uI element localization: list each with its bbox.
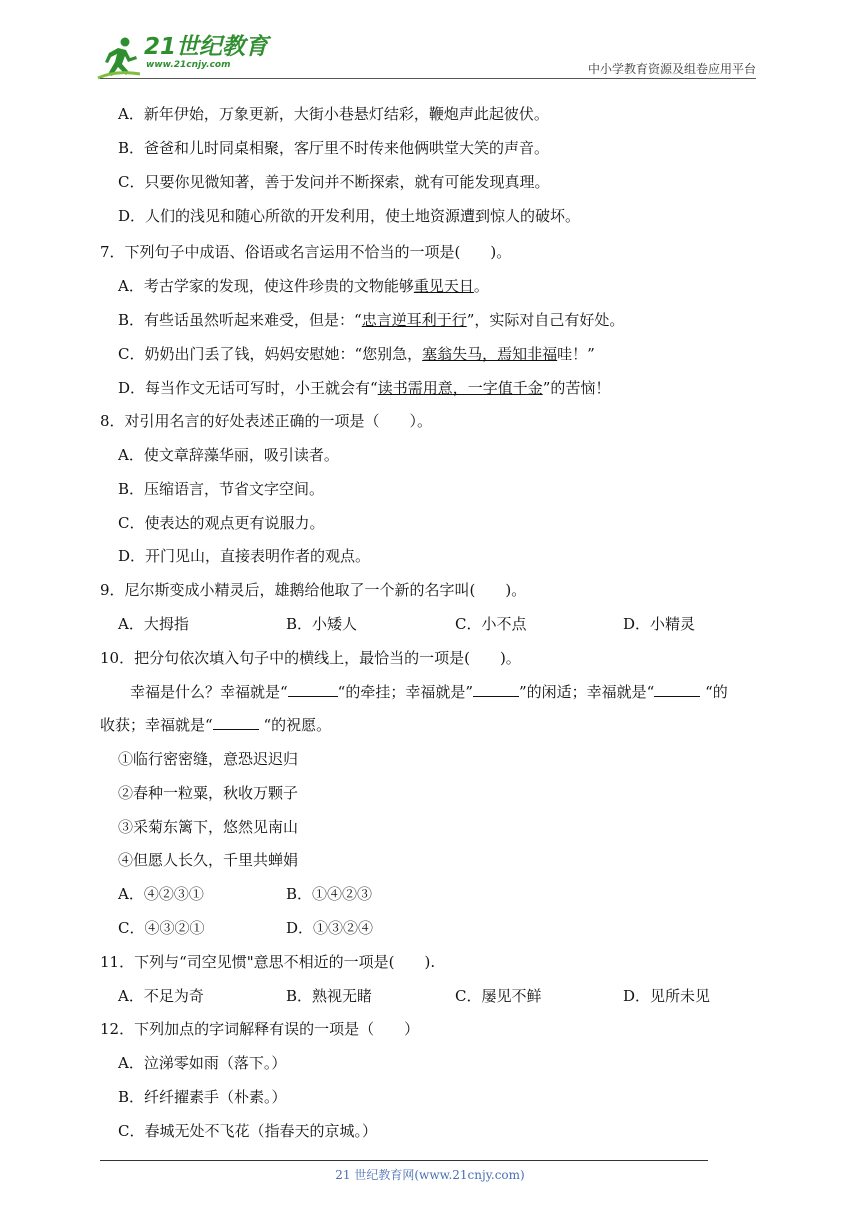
q9-option-c: C．小不点	[455, 615, 527, 633]
q12-option-a: A．泣涕零如雨（落下。）	[118, 1054, 287, 1072]
q12-option-c: C．春城无处不飞花（指春天的京城。）	[118, 1122, 377, 1140]
q10-blank-2	[473, 682, 519, 697]
q7-option-d	[118, 378, 610, 398]
q7-stem: 7．下列句子中成语、俗语或名言运用不恰当的一项是( )。	[100, 243, 512, 261]
q7-c-underlined: 塞翁失马，焉知非福	[422, 345, 558, 363]
q10-option-b: B．①④②③	[286, 885, 373, 903]
q6-option-a: A．新年伊始，万象更新，大街小巷悬灯结彩，鞭炮声此起彼伏。	[118, 105, 549, 123]
q7-a-text: A．考古学家的发现，使这件珍贵的文物能够	[118, 277, 414, 295]
q8-option-a: A．使文章辞藻华丽，吸引读者。	[118, 446, 339, 464]
q10-passage-part2: “的牵挂；幸福就是”	[337, 683, 474, 701]
q10-item-2: ②春种一粒粟，秋收万颗子	[118, 784, 299, 802]
q7-b-end: ”，实际对自己有好处。	[466, 311, 625, 329]
q7-option-b	[118, 310, 624, 330]
q9-option-d: D．小精灵	[623, 615, 696, 633]
q8-stem: 8．对引用名言的好处表述正确的一项是（ ）。	[100, 412, 433, 430]
q7-a-end: 。	[473, 277, 489, 295]
q10-passage-line1	[130, 682, 728, 702]
q10-passage-part6: “的祝愿。	[263, 716, 332, 734]
q10-blank-1	[288, 682, 338, 697]
q12-stem: 12．下列加点的字词解释有误的一项是（ ）	[100, 1020, 420, 1038]
page-header	[0, 0, 860, 80]
q10-blank-4	[213, 715, 259, 730]
q10-item-4: ④但愿人长久，千里共蝉娟	[118, 851, 299, 869]
footer-text[interactable]: 21 世纪教育网(www.21cnjy.com)	[335, 1168, 525, 1182]
running-man-logo-icon	[96, 34, 142, 80]
header-divider	[100, 78, 756, 79]
logo-main-text: 21世纪教育	[144, 34, 269, 60]
logo-url-text: www.21cnjy.com	[146, 60, 231, 70]
q11-option-c: C．屡见不鲜	[455, 987, 542, 1005]
q7-b-underlined: 忠言逆耳利于行	[361, 311, 467, 329]
q10-option-d: D．①③②④	[286, 919, 374, 937]
platform-title: 中小学教育资源及组卷应用平台	[587, 62, 756, 76]
q7-option-a	[118, 276, 489, 296]
q7-b-text: B．有些话虽然听起来难受，但是：“	[118, 311, 362, 329]
q7-d-text: D．每当作文无话可写时，小王就会有“	[118, 379, 378, 397]
footer-divider	[100, 1160, 708, 1161]
q7-c-end: 哇！”	[557, 345, 595, 363]
q12-option-b: B．纤纤擢素手（朴素。）	[118, 1088, 287, 1106]
q9-stem: 9．尼尔斯变成小精灵后，雄鹅给他取了一个新的名字叫( )。	[100, 581, 527, 599]
q9-option-b: B．小矮人	[286, 615, 358, 633]
q7-a-underlined: 重见天日	[413, 277, 474, 295]
q10-item-3: ③采菊东篱下，悠然见南山	[118, 818, 299, 836]
q7-d-end: ”的苦恼！	[542, 379, 611, 397]
q8-option-c: C．使表达的观点更有说服力。	[118, 514, 325, 532]
q10-passage-part3: ”的闲适；幸福就是“	[519, 683, 655, 701]
q10-item-1: ①临行密密缝，意恐迟迟归	[118, 750, 299, 768]
site-logo[interactable]	[96, 34, 268, 80]
q7-d-underlined: 读书需用意，一字值千金	[377, 379, 543, 397]
q10-option-a: A．④②③①	[118, 885, 204, 903]
q10-passage-part5: 收获；幸福就是“	[100, 716, 213, 734]
q10-option-c: C．④③②①	[118, 919, 205, 937]
q9-option-a: A．大拇指	[118, 615, 189, 633]
q10-passage-line2	[100, 715, 331, 735]
q10-blank-3	[654, 682, 700, 697]
q8-option-d: D．开门见山，直接表明作者的观点。	[118, 547, 371, 565]
q7-option-c	[118, 344, 595, 364]
q10-passage-part4: “的	[705, 683, 728, 701]
q10-passage-part1: 幸福是什么？幸福就是“	[130, 683, 288, 701]
q7-c-text: C．奶奶出门丢了钱，妈妈安慰她：“您别急，	[118, 345, 423, 363]
q8-option-b: B．压缩语言，节省文字空间。	[118, 480, 325, 498]
q6-option-d: D．人们的浅见和随心所欲的开发利用，使土地资源遭到惊人的破坏。	[118, 207, 581, 225]
q6-option-b: B．爸爸和儿时同桌相聚，客厅里不时传来他俩哄堂大笑的声音。	[118, 139, 550, 157]
q11-option-d: D．见所未见	[623, 987, 711, 1005]
q6-option-c: C．只要你见微知著，善于发问并不断探索，就有可能发现真理。	[118, 173, 550, 191]
q11-option-b: B．熟视无睹	[286, 987, 373, 1005]
q11-option-a: A．不足为奇	[118, 987, 204, 1005]
q11-stem: 11．下列与“司空见惯"意思不相近的一项是( ).	[100, 953, 436, 971]
q10-stem: 10．把分句依次填入句子中的横线上，最恰当的一项是( )。	[100, 649, 521, 667]
